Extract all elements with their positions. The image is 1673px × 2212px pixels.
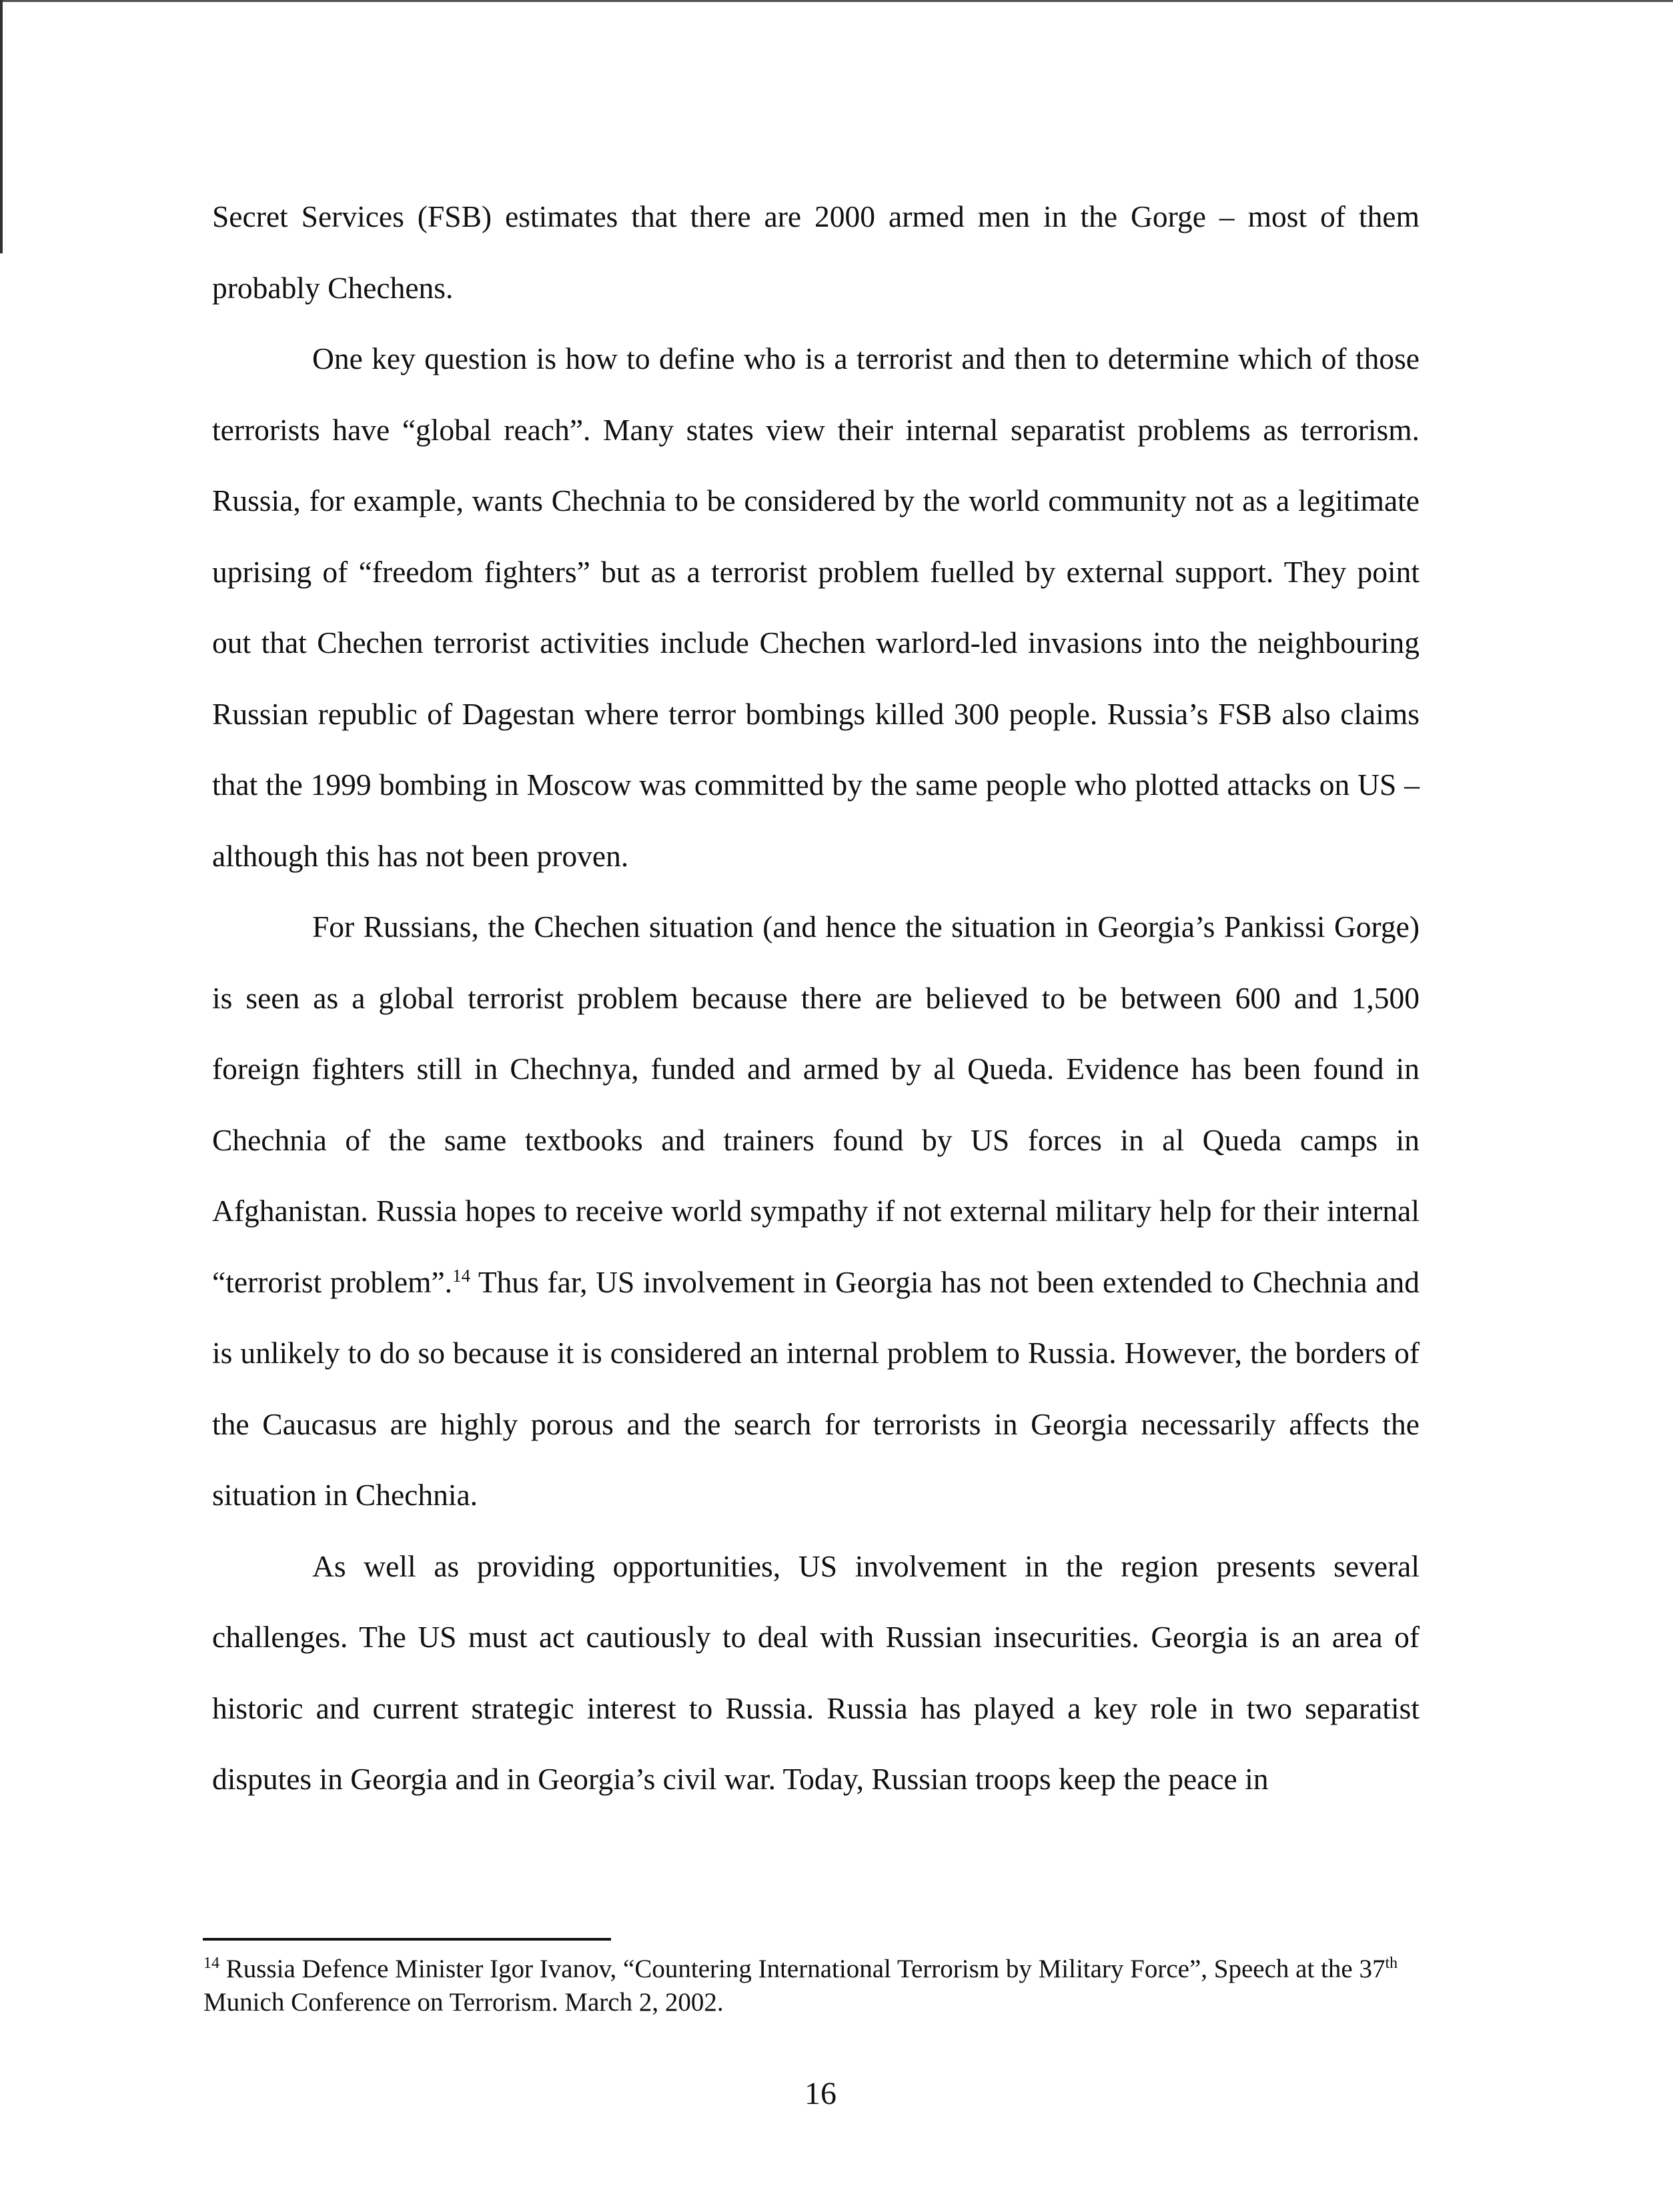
footnote: [203, 1953, 1424, 2019]
footnote-separator: [203, 1938, 611, 1941]
paragraph-text: Secret Services (FSB) estimates that there are 2000 armed men in the Gorge – most of them probably Chechens.: [212, 199, 1420, 305]
footnote-ordinal-suffix: th: [1385, 1955, 1398, 1972]
paragraph: [212, 1531, 1420, 1815]
paragraph-text: One key question is how to define who is a terrorist and then to determine which of those terrorists have “global reach”. Many states view their internal separatist problems as terrorism. Russia, for example, wants Chechnia to be considered by the world community not as a legitimate uprising of “freedom fighters” but as a terrorist problem fuelled by external support. They point out that Chechen terrorist activities include Chechen warlord-led invasions into the neighbouring Russian republic of Dagestan where terror bombings killed 300 people. Russia’s FSB also claims that the 1999 bombing in Moscow was committed by the same people who plotted attacks on US – although this has not been proven.: [212, 341, 1420, 873]
paragraph: [212, 892, 1420, 1531]
paragraph: [212, 323, 1420, 892]
footnote-text-after: Munich Conference on Terrorism. March 2, 2002.: [203, 1988, 724, 2017]
paragraph-text: As well as providing opportunities, US involvement in the region presents several challenges. The US must act cautiously to deal with Russian insecurities. Georgia is an area of historic and current strategic interest to Russia. Russia has played a key role in two separatist disputes in Georgia and in Georgia’s civil war. Today, Russian troops keep the peace in: [212, 1548, 1420, 1796]
paragraph: [212, 181, 1420, 323]
page-number: 16: [804, 2076, 836, 2111]
footnote-marker: 14: [203, 1955, 219, 1972]
footnote-reference: 14: [452, 1265, 471, 1286]
body-text: [212, 181, 1420, 1815]
scan-edge-top: [0, 0, 1673, 2]
footnote-text-before: Russia Defence Minister Igor Ivanov, “Countering International Terrorism by Military Force”, Speech at the 37: [219, 1955, 1385, 1983]
scan-edge-left: [0, 0, 3, 253]
paragraph-text: Thus far, US involvement in Georgia has not been extended to Chechnia and is unlikely to do so because it is considered an internal problem to Russia. However, the borders of the Caucasus are highly porous and the search for terrorists in Georgia necessarily affects the situation in Chechnia.: [212, 1264, 1420, 1512]
paragraph-text: For Russians, the Chechen situation (and hence the situation in Georgia’s Pankissi Gorge) is seen as a global terrorist problem because there are believed to be between 600 and 1,500 foreign fighters still in Chechnya, funded and armed by al Queda. Evidence has been found in Chechnia of the same textbooks and trainers found by US forces in al Queda camps in Afghanistan. Russia hopes to receive world sympathy if not external military help for their internal “terrorist problem”.: [212, 910, 1420, 1299]
